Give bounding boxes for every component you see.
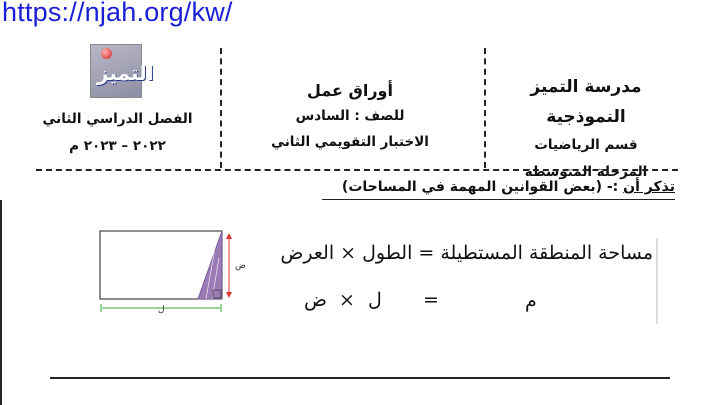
department: قسم الرياضيات	[534, 137, 638, 153]
formula-times: ×	[339, 289, 355, 311]
formula-length: ل	[368, 289, 382, 311]
rectangle-figure	[96, 228, 246, 318]
formula-width: ض	[304, 289, 327, 311]
school-name: مدرسة التميز النموذجية	[530, 77, 642, 127]
school-year: ٢٠٢٢ – ٢٠٢٣ م	[69, 138, 166, 154]
logo-mark: التميز	[97, 61, 154, 85]
term-info	[30, 106, 205, 160]
remember-heading	[342, 179, 675, 195]
worksheet-title: أوراق عمل	[307, 81, 393, 100]
header-divider-left	[220, 48, 222, 168]
header-divider-right	[484, 48, 486, 168]
test-name: الاختبار التقويمي الثاني	[271, 134, 429, 150]
remember-underline	[322, 199, 675, 200]
logo-dot	[101, 48, 112, 59]
width-arrow-head-bottom	[226, 292, 232, 298]
source-url[interactable]: https://njah.org/kw/	[2, 0, 233, 27]
width-label: ض	[235, 261, 246, 271]
stage: المرحلة المتوسطة	[524, 164, 648, 180]
page-left-border	[0, 200, 2, 405]
remember-label: تذكر أن	[623, 179, 675, 195]
answer-line	[50, 377, 670, 379]
formula-equals: =	[423, 289, 439, 311]
remember-text: :- (بعض القوانين المهمة في المساحات)	[341, 179, 624, 195]
width-arrow-head-top	[226, 233, 232, 239]
formula-area: م	[525, 290, 537, 312]
area-rule-sentence: مساحة المنطقة المستطيلة = الطول × العرض	[280, 242, 653, 264]
grade: للصف : السادس	[295, 108, 405, 124]
worksheet-info	[250, 78, 450, 156]
semester: الفصل الدراسي الثاني	[42, 111, 193, 127]
header-bottom-rule	[36, 169, 678, 171]
school-logo	[90, 44, 154, 98]
faint-divider	[656, 238, 658, 324]
length-label: ل	[158, 305, 165, 315]
